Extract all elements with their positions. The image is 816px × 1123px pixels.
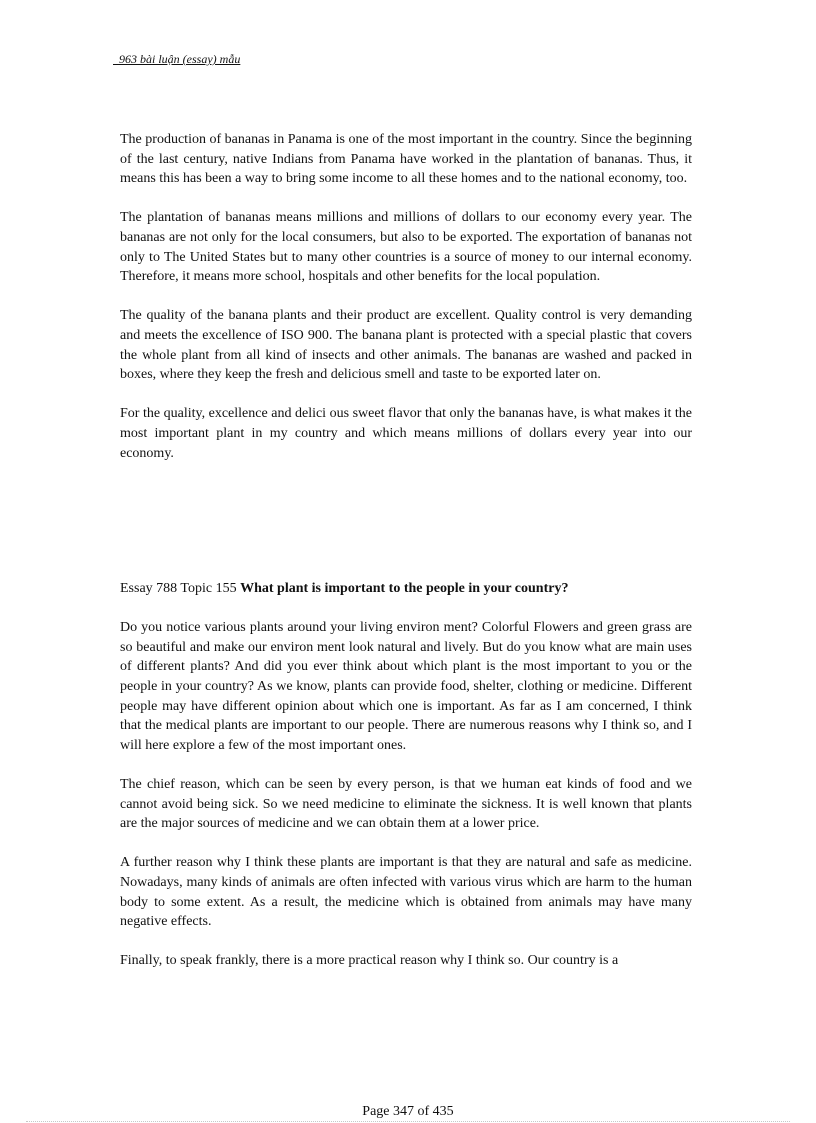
paragraph: The production of bananas in Panama is one of the most important in the country. Since the beginning of the last century, native Indians from Panama have worked in the plantation of bananas. Thus, it means this has been a way to bring some income to all these homes and to the national economy, too. — [120, 132, 692, 187]
paragraph: The plantation of bananas means millions and millions of dollars to our economy every year. The bananas are not only for the local consumers, but also to be exported. The exportation of bananas not only to The United States but to many other countries is a source of money to our internal economy. Therefore, it means more school, hospitals and other benefits for the local population. — [120, 210, 692, 285]
essay-heading — [120, 579, 692, 599]
intro-section — [120, 130, 692, 483]
page-header-title: 963 bài luận (essay) mẫu — [113, 52, 241, 66]
paragraph: A further reason why I think these plants are important is that they are natural and safe as medicine. Nowadays, many kinds of animals are often infected with various virus which are harm to the human body to some extent. As a result, the medicine which is obtained from animals may have many negative effects. — [120, 855, 692, 930]
essay-section — [120, 579, 692, 990]
paragraph: The quality of the banana plants and their product are excellent. Quality control is very demanding and meets the excellence of ISO 900. The banana plant is protected with a special plastic that covers the whole plant from all kind of insects and other animals. The bananas are washed and packed in boxes, where they keep the fresh and delicious smell and taste to be exported later on. — [120, 308, 692, 383]
paragraph: Do you notice various plants around your living environ ment? Colorful Flowers and green grass are so beautiful and make our environ ment look natural and lively. But do you know what are main uses of different plants? And did you ever think about which plant is the most important to you or the people in your country? As we know, plants can provide food, shelter, clothing or medicine. Different people may have different opinion about which one is important. As far as I am concerned, I think that the medical plants are important to our people. There are numerous reasons why I think so, and I will here explore a few of the most important ones. — [120, 620, 692, 753]
paragraph: The chief reason, which can be seen by every person, is that we human eat kinds of food and we cannot avoid being sick. So we need medicine to eliminate the sickness. It is well known that plants are the major sources of medicine and we can obtain them at a lower price. — [120, 776, 692, 832]
essay-question: What plant is important to the people in your country? — [240, 581, 569, 596]
paragraph: For the quality, excellence and delici ous sweet flavor that only the bananas have, is what makes it the most important plant in my country and which means millions of dollars every year into our economy. — [120, 406, 692, 461]
paragraph: Finally, to speak frankly, there is a more practical reason why I think so. Our country is a — [120, 953, 619, 969]
page-number: Page 347 of 435 — [362, 1104, 454, 1119]
essay-label: Essay 788 Topic 155 — [120, 581, 241, 596]
footer-divider — [26, 1121, 790, 1122]
